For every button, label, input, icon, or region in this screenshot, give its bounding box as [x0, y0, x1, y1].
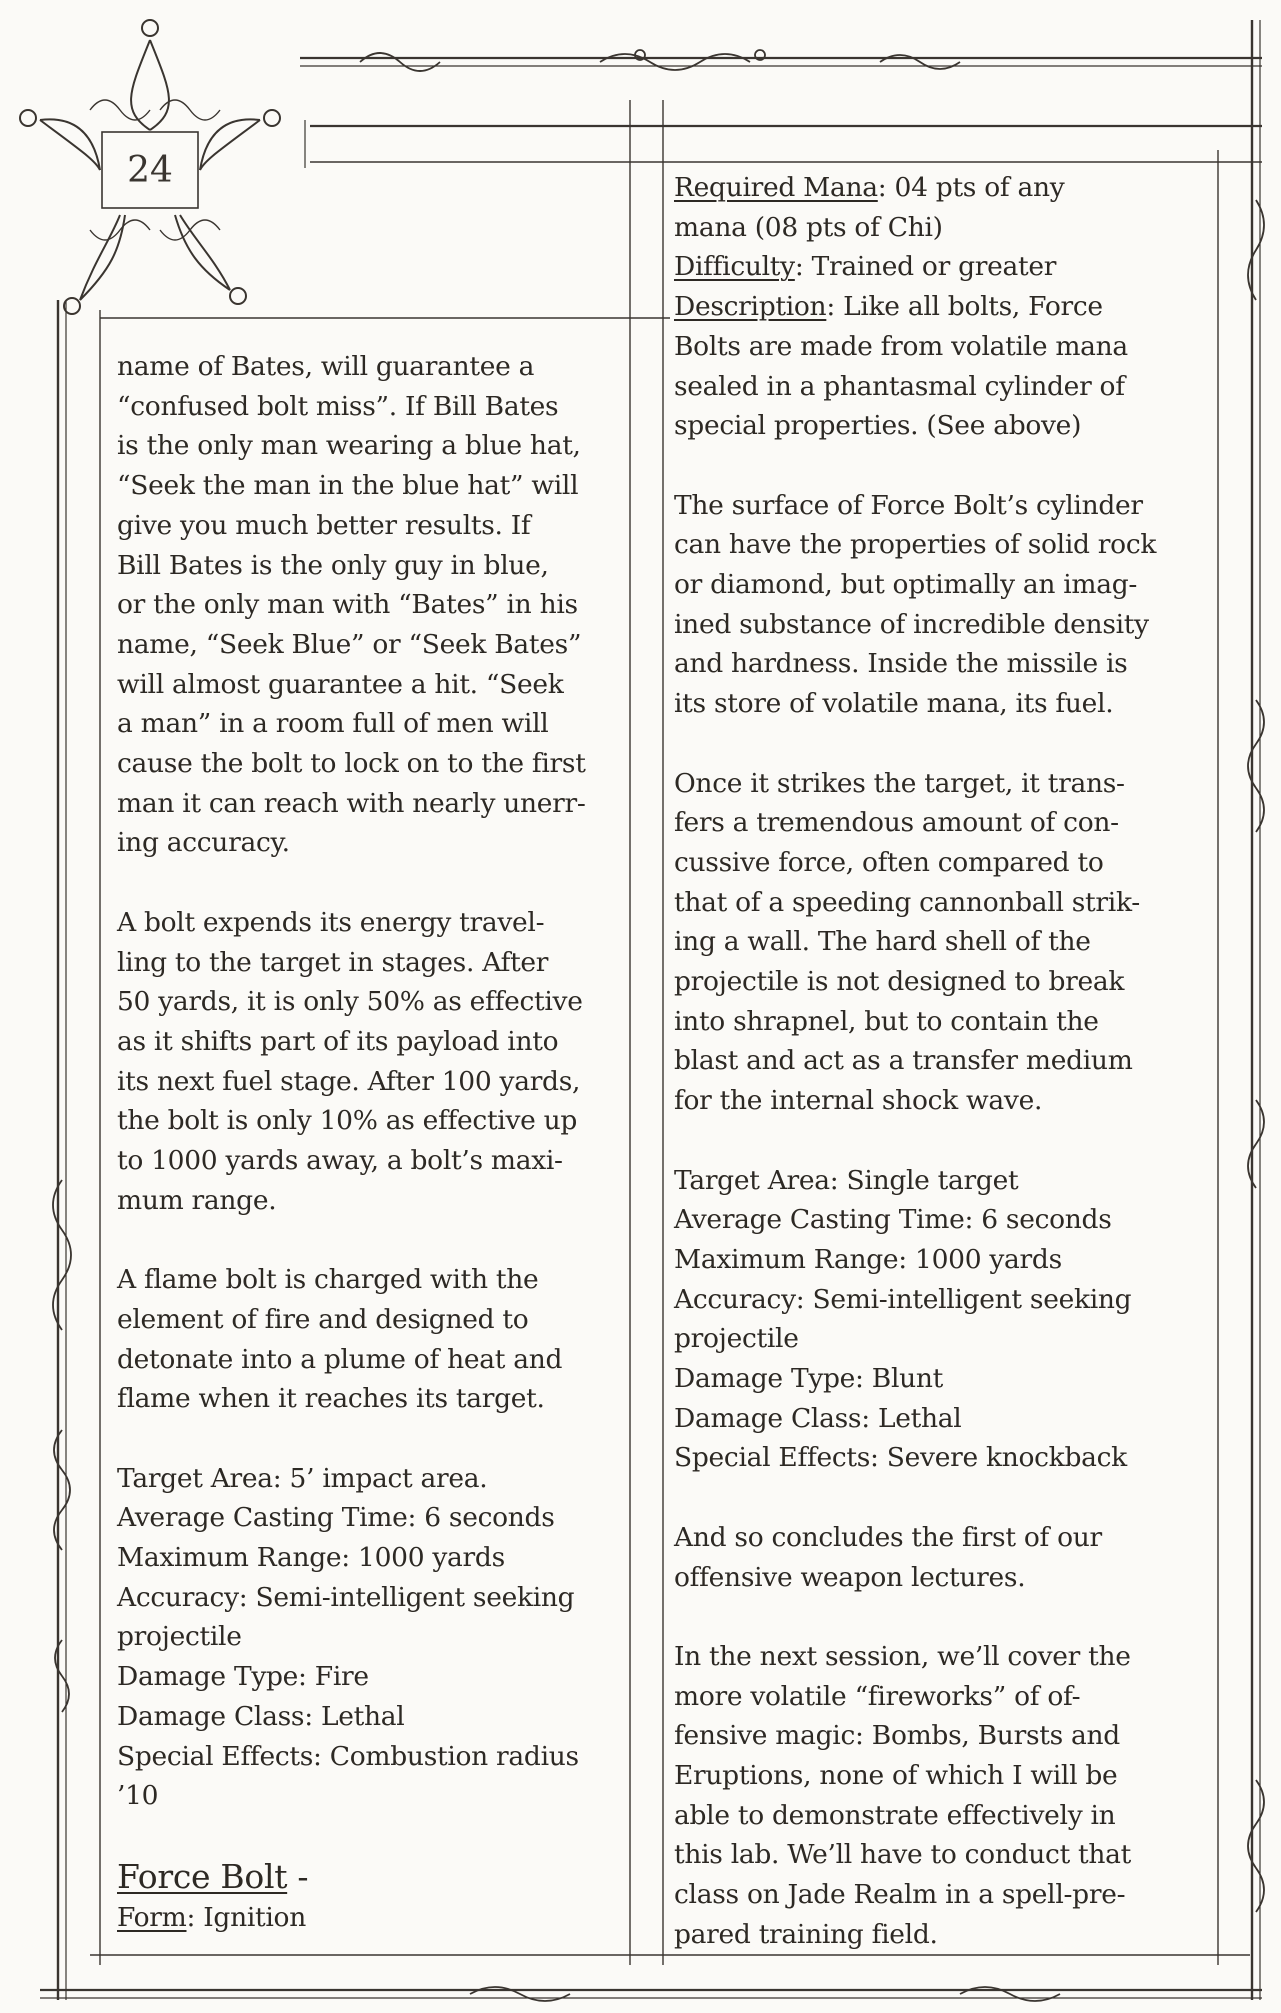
force-bolt-heading — [117, 1856, 617, 1898]
text-line: is the only man wearing a blue hat, — [117, 430, 581, 462]
right-column — [674, 168, 1174, 1994]
force-bolt-properties — [674, 168, 1174, 446]
text-line: ling to the target in stages. After — [117, 946, 549, 978]
required-mana-label: Required Mana — [674, 172, 878, 203]
flame-bolt-stats — [117, 1459, 617, 1816]
text-line: cause the bolt to lock on to the first — [117, 748, 586, 780]
text-line: man it can reach with nearly unerr- — [117, 787, 586, 819]
text-line: “confused bolt miss”. If Bill Bates — [117, 390, 559, 422]
text-line: A flame bolt is charged with the — [117, 1264, 539, 1296]
scrollwork-ornament-icon — [1248, 200, 1264, 1912]
text-line: special properties. (See above) — [674, 410, 1082, 442]
force-bolt-title: Force Bolt — [117, 1856, 288, 1896]
text-line: mana (08 pts of Chi) — [674, 211, 943, 243]
text-line: its store of volatile mana, its fuel. — [674, 688, 1114, 720]
paragraph-range — [117, 903, 617, 1221]
stat-line: Accuracy: Semi-intelligent seeking — [674, 1283, 1132, 1315]
force-bolt-section — [117, 1856, 617, 1938]
force-bolt-stats — [674, 1161, 1174, 1479]
stat-line: Maximum Range: 1000 yards — [117, 1542, 505, 1574]
stat-line: Accuracy: Semi-intelligent seeking — [117, 1581, 575, 1613]
text-line: as it shifts part of its payload into — [117, 1025, 559, 1057]
required-mana-line — [674, 168, 1174, 208]
text-line: and hardness. Inside the missile is — [674, 648, 1128, 680]
text-line: “Seek the man in the blue hat” will — [117, 470, 579, 502]
text-line: sealed in a phantasmal cylinder of — [674, 370, 1125, 402]
text-line: detonate into a plume of heat and — [117, 1343, 563, 1375]
text-line: fers a tremendous amount of con- — [674, 807, 1119, 839]
text-line: cussive force, often compared to — [674, 846, 1104, 878]
text-line: Eruptions, none of which I will be — [674, 1760, 1118, 1792]
text-line: And so concludes the first of our — [674, 1521, 1102, 1553]
text-line: to 1000 yards away, a bolt’s maxi- — [117, 1145, 563, 1177]
left-column — [117, 347, 617, 1937]
paragraph-flame — [117, 1260, 617, 1419]
stat-line: Target Area: 5’ impact area. — [117, 1462, 488, 1494]
text-line: element of fire and designed to — [117, 1303, 529, 1335]
text-line: Bill Bates is the only guy in blue, — [117, 549, 549, 581]
stat-line: Damage Class: Lethal — [117, 1700, 405, 1732]
form-value: : Ignition — [186, 1901, 306, 1933]
text-line: give you much better results. If — [117, 509, 531, 541]
text-line: 50 yards, it is only 50% as effective — [117, 986, 583, 1018]
text-line: Bolts are made from volatile mana — [674, 330, 1128, 362]
stat-line: projectile — [674, 1323, 799, 1355]
text-line: flame when it reaches its target. — [117, 1383, 545, 1415]
text-line: into shrapnel, but to contain the — [674, 1005, 1099, 1037]
text-line: ing accuracy. — [117, 827, 290, 859]
text-line: a man” in a room full of men will — [117, 708, 549, 740]
paragraph-strike — [674, 764, 1174, 1121]
text-line: for the internal shock wave. — [674, 1085, 1043, 1117]
stat-line: Special Effects: Combustion radius — [117, 1740, 579, 1772]
stat-line: Target Area: Single target — [674, 1164, 1019, 1196]
text-line: In the next session, we’ll cover the — [674, 1640, 1131, 1672]
stat-line: Maximum Range: 1000 yards — [674, 1243, 1062, 1275]
text-line: or the only man with “Bates” in his — [117, 589, 578, 621]
stat-line: ’10 — [117, 1780, 159, 1812]
text-line: that of a speeding cannonball strik- — [674, 886, 1140, 918]
text-line: more volatile “fireworks” of of- — [674, 1680, 1081, 1712]
text-line: ined substance of incredible density — [674, 608, 1149, 640]
stat-line: projectile — [117, 1621, 242, 1653]
description-value: : Like all bolts, Force — [826, 291, 1103, 323]
difficulty-label: Difficulty — [674, 251, 795, 283]
text-line: or diamond, but optimally an imag- — [674, 569, 1138, 601]
page-number: 24 — [127, 149, 173, 191]
required-mana-value: : 04 pts of any — [877, 172, 1065, 203]
stat-line: Damage Type: Fire — [117, 1661, 369, 1693]
text-line: its next fuel stage. After 100 yards, — [117, 1065, 581, 1097]
scrollwork-ornament-icon — [53, 1180, 71, 1712]
text-line: ing a wall. The hard shell of the — [674, 926, 1091, 958]
text-line: this lab. We’ll have to conduct that — [674, 1839, 1132, 1871]
text-line: Once it strikes the target, it trans- — [674, 767, 1125, 799]
text-line: mum range. — [117, 1184, 277, 1216]
form-line — [117, 1898, 617, 1938]
text-line: projectile is not designed to break — [674, 966, 1125, 998]
text-line: offensive weapon lectures. — [674, 1561, 1026, 1593]
scrollwork-ornament-icon — [360, 50, 960, 71]
paragraph-next-session — [674, 1637, 1174, 1955]
text-line: A bolt expends its energy travel- — [117, 906, 545, 938]
text-line: blast and act as a transfer medium — [674, 1045, 1133, 1077]
text-line: name of Bates, will guarantee a — [117, 351, 535, 382]
description-line — [674, 287, 1174, 327]
paragraph-conclusion — [674, 1518, 1174, 1597]
text-line: pared training field. — [674, 1918, 938, 1950]
difficulty-value: : Trained or greater — [794, 251, 1057, 283]
stat-line: Special Effects: Severe knockback — [674, 1442, 1127, 1474]
text-line: the bolt is only 10% as effective up — [117, 1105, 578, 1137]
heading-dash: - — [287, 1856, 309, 1896]
description-label: Description — [674, 291, 827, 323]
text-line: fensive magic: Bombs, Bursts and — [674, 1720, 1120, 1752]
paragraph-surface — [674, 486, 1174, 724]
text-line: The surface of Force Bolt’s cylinder — [674, 489, 1143, 521]
text-line: class on Jade Realm in a spell-pre- — [674, 1879, 1126, 1911]
paragraph-intro — [117, 347, 617, 863]
text-line: will almost guarantee a hit. “Seek — [117, 668, 564, 700]
text-line: able to demonstrate effectively in — [674, 1799, 1116, 1831]
text-line: name, “Seek Blue” or “Seek Bates” — [117, 628, 582, 660]
text-line: can have the properties of solid rock — [674, 529, 1157, 561]
stat-line: Damage Class: Lethal — [674, 1402, 962, 1434]
form-label: Form — [117, 1901, 187, 1933]
stat-line: Damage Type: Blunt — [674, 1363, 944, 1395]
difficulty-line — [674, 247, 1174, 287]
stat-line: Average Casting Time: 6 seconds — [674, 1204, 1112, 1236]
stat-line: Average Casting Time: 6 seconds — [117, 1502, 555, 1534]
